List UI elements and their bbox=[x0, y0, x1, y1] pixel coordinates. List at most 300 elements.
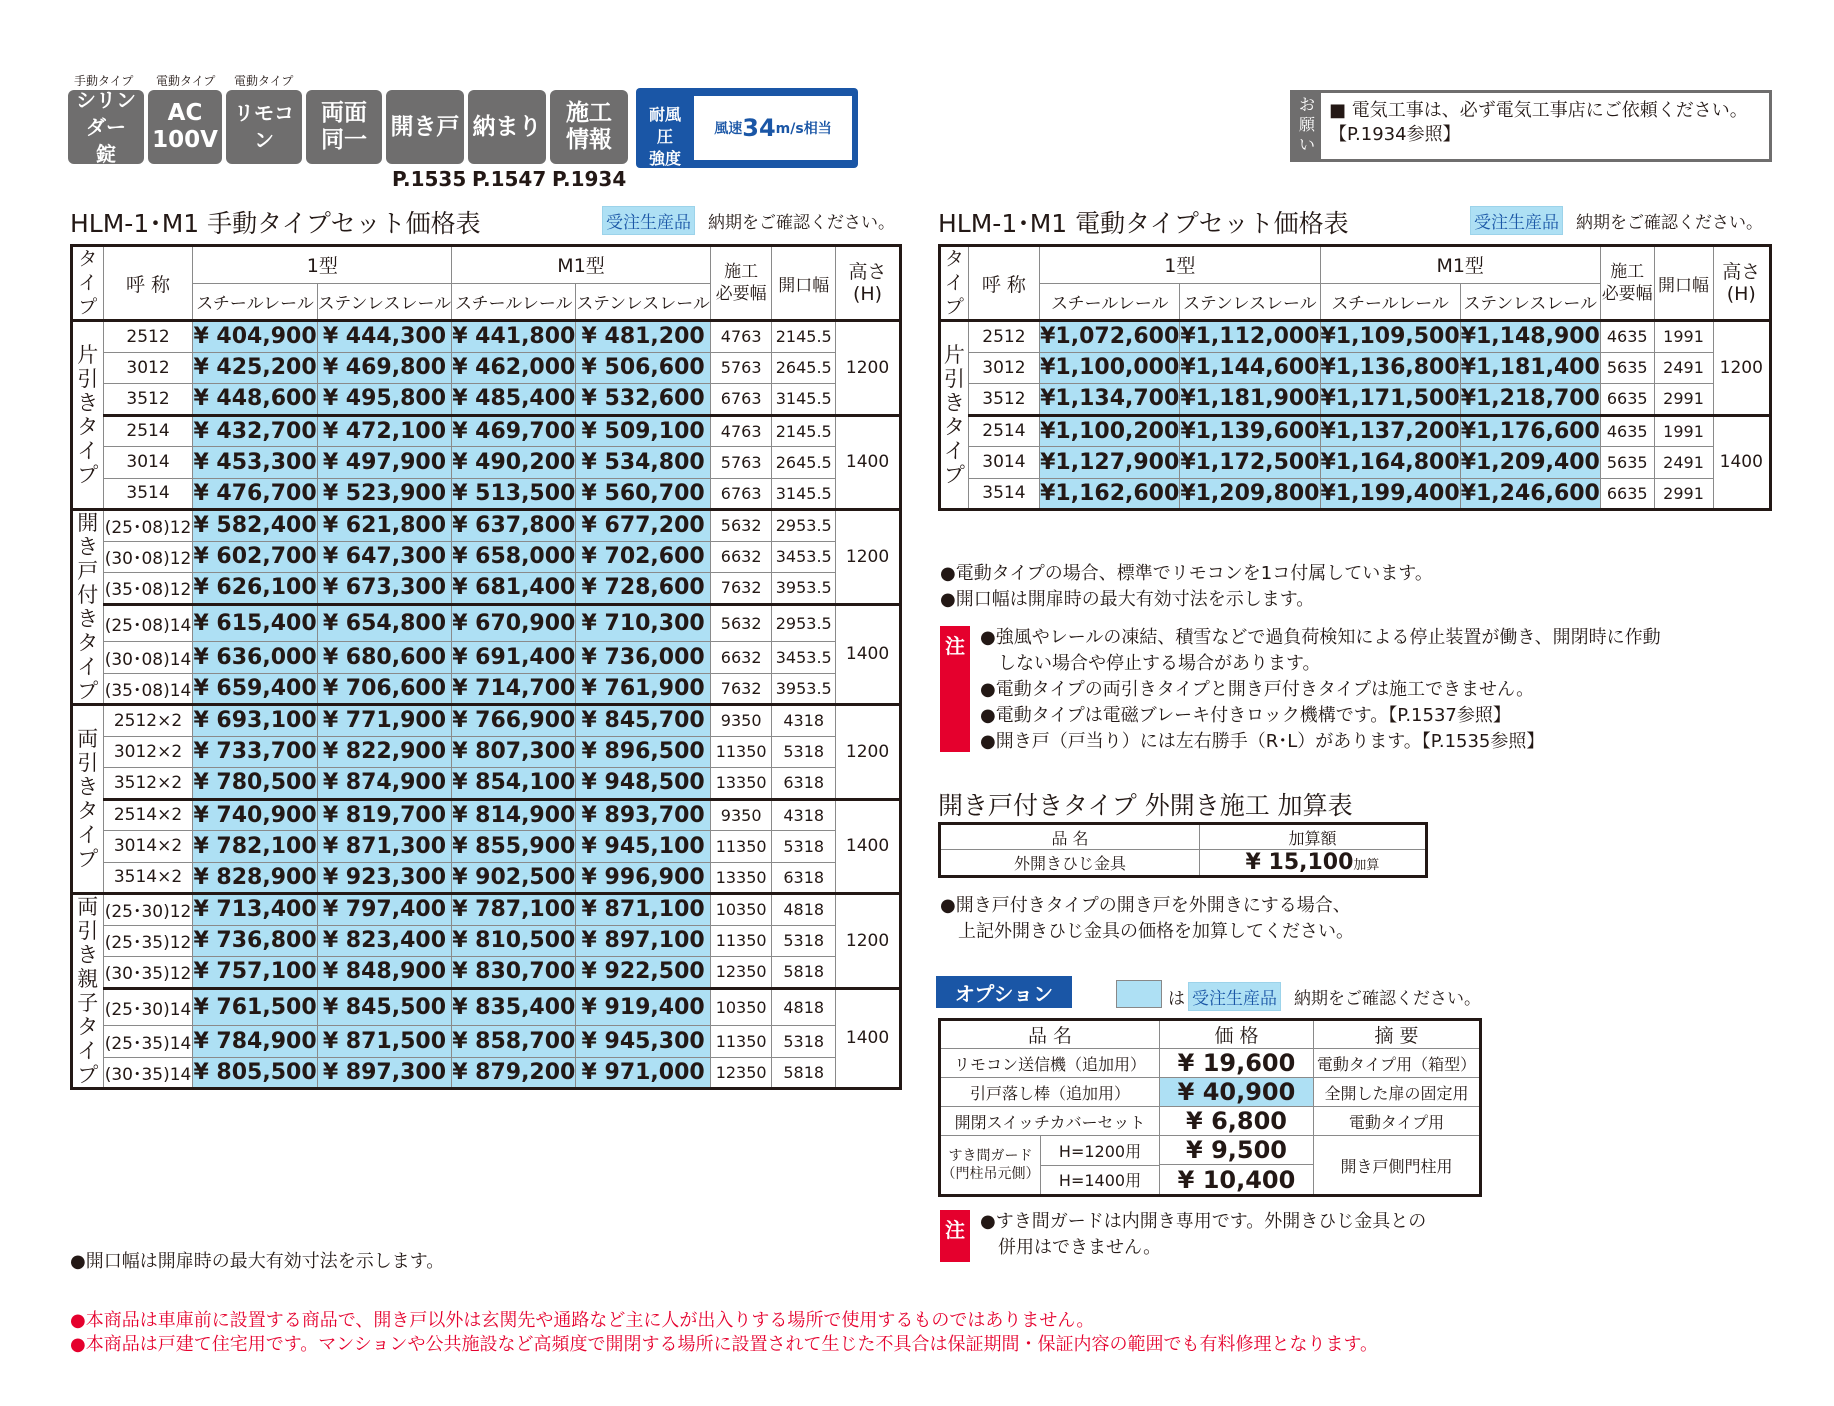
manual-row bbox=[72, 352, 901, 384]
electric-height-cell: 1200 bbox=[1713, 321, 1770, 416]
electric-price-cell: ¥1,139,600 bbox=[1180, 415, 1320, 447]
manual-price-cell: ¥ 922,500 bbox=[576, 957, 711, 989]
manual-price-cell: ¥ 757,100 bbox=[193, 957, 317, 989]
manual-price-cell: ¥ 854,100 bbox=[452, 768, 576, 800]
option-order-note: 納期をご確認ください。 bbox=[1294, 989, 1481, 1009]
manual-price-cell: ¥ 787,100 bbox=[452, 894, 576, 926]
manual-price-cell: ¥ 896,500 bbox=[576, 736, 711, 768]
electric-price-cell: ¥1,162,600 bbox=[1040, 478, 1180, 510]
addon-note-2: 上記外開きひじ金具の価格を加算してください。 bbox=[940, 921, 1354, 942]
electric-price-table bbox=[938, 244, 1772, 511]
manual-price-cell: ¥ 761,500 bbox=[193, 988, 317, 1026]
manual-price-cell: ¥ 780,500 bbox=[193, 768, 317, 800]
manual-opening-cell: 3145.5 bbox=[772, 478, 836, 510]
manual-header-1gata: 1型 bbox=[193, 246, 452, 284]
badge-ac100v: AC 100V bbox=[148, 90, 222, 164]
manual-price-cell: ¥ 444,300 bbox=[317, 321, 452, 353]
manual-width-cell: 5763 bbox=[710, 352, 771, 384]
manual-name-cell: (30･35)14 bbox=[103, 1057, 193, 1089]
manual-row bbox=[72, 799, 901, 831]
manual-price-cell: ¥ 523,900 bbox=[317, 478, 452, 510]
manual-price-cell: ¥ 425,200 bbox=[193, 352, 317, 384]
manual-price-cell: ¥ 897,100 bbox=[576, 925, 711, 957]
manual-width-cell: 6763 bbox=[710, 478, 771, 510]
manual-price-cell: ¥ 691,400 bbox=[452, 642, 576, 674]
option-gap-note: 開き戸側門柱用 bbox=[1314, 1136, 1481, 1196]
manual-type-cell: 両引きタイプ bbox=[72, 705, 104, 894]
electric-name-cell: 3012 bbox=[968, 352, 1039, 384]
electric-opening-cell: 2991 bbox=[1654, 384, 1713, 416]
electric-width-cell: 5635 bbox=[1600, 447, 1654, 479]
electric-header-m1gata-stainless: ステンレスレール bbox=[1460, 283, 1600, 321]
manual-row bbox=[72, 604, 901, 642]
manual-price-cell: ¥ 805,500 bbox=[193, 1057, 317, 1089]
manual-table-title: HLM-1･M1 手動タイプセット価格表 bbox=[70, 209, 481, 238]
electric-header-1gata-stainless: ステンレスレール bbox=[1180, 283, 1320, 321]
manual-height-cell: 1200 bbox=[836, 510, 901, 605]
manual-name-cell: 3012×2 bbox=[103, 736, 193, 768]
manual-width-cell: 13350 bbox=[710, 768, 771, 800]
manual-header-name: 呼 称 bbox=[103, 246, 193, 321]
electric-price-cell: ¥1,181,900 bbox=[1180, 384, 1320, 416]
manual-name-cell: 3512×2 bbox=[103, 768, 193, 800]
manual-price-cell: ¥ 807,300 bbox=[452, 736, 576, 768]
manual-price-cell: ¥ 761,900 bbox=[576, 673, 711, 705]
option-header-note: 摘 要 bbox=[1314, 1020, 1481, 1049]
manual-price-cell: ¥ 784,900 bbox=[193, 1026, 317, 1058]
manual-opening-cell: 4318 bbox=[772, 799, 836, 831]
manual-header-width-need: 施工 必要幅 bbox=[710, 246, 771, 321]
badge-fitting: 納まり bbox=[468, 90, 546, 164]
manual-width-cell: 12350 bbox=[710, 957, 771, 989]
option-note-remote: 電動タイプ用（箱型） bbox=[1314, 1049, 1481, 1078]
manual-opening-cell: 5318 bbox=[772, 831, 836, 863]
electric-row bbox=[940, 415, 1771, 447]
option-price-remote: ¥ 19,600 bbox=[1160, 1049, 1314, 1078]
manual-price-cell: ¥ 874,900 bbox=[317, 768, 452, 800]
manual-opening-cell: 2145.5 bbox=[772, 415, 836, 447]
manual-price-cell: ¥ 948,500 bbox=[576, 768, 711, 800]
manual-price-cell: ¥ 766,900 bbox=[452, 705, 576, 737]
manual-price-cell: ¥ 602,700 bbox=[193, 541, 317, 573]
addon-item-price: ¥ 15,100加算 bbox=[1200, 850, 1427, 877]
manual-width-cell: 4763 bbox=[710, 415, 771, 447]
manual-order-note: 納期をご確認ください。 bbox=[708, 213, 895, 233]
electric-price-cell: ¥1,144,600 bbox=[1180, 352, 1320, 384]
manual-header-opening: 開口幅 bbox=[772, 246, 836, 321]
electric-order-tag: 受注生産品 bbox=[1470, 206, 1563, 235]
manual-price-cell: ¥ 472,100 bbox=[317, 415, 452, 447]
wind-label: 耐風圧 強度 bbox=[648, 105, 681, 168]
electric-opening-cell: 2491 bbox=[1654, 352, 1713, 384]
manual-price-cell: ¥ 637,800 bbox=[452, 510, 576, 542]
manual-price-cell: ¥ 636,000 bbox=[193, 642, 317, 674]
manual-header-m1gata: M1型 bbox=[452, 246, 711, 284]
option-name-switch-cover: 開閉スイッチカバーセット bbox=[940, 1107, 1160, 1136]
manual-price-cell: ¥ 858,700 bbox=[452, 1026, 576, 1058]
request-header: お 願 い bbox=[1293, 93, 1321, 159]
manual-row bbox=[72, 415, 901, 447]
manual-opening-cell: 3145.5 bbox=[772, 384, 836, 416]
caution2-line-2: 併用はできません。 bbox=[980, 1237, 1162, 1258]
manual-opening-cell: 2645.5 bbox=[772, 447, 836, 479]
badge-remote: リモコン bbox=[226, 90, 302, 164]
manual-price-cell: ¥ 647,300 bbox=[317, 541, 452, 573]
manual-width-cell: 10350 bbox=[710, 988, 771, 1026]
manual-width-cell: 11350 bbox=[710, 925, 771, 957]
electric-header-m1gata: M1型 bbox=[1320, 246, 1600, 284]
manual-row bbox=[72, 1026, 901, 1058]
option-legend-is: は bbox=[1168, 989, 1185, 1009]
electric-price-cell: ¥1,164,800 bbox=[1320, 447, 1460, 479]
manual-row bbox=[72, 541, 901, 573]
manual-price-cell: ¥ 822,900 bbox=[317, 736, 452, 768]
manual-opening-cell: 5318 bbox=[772, 1026, 836, 1058]
manual-row bbox=[72, 862, 901, 894]
manual-header-1gata-stainless: ステンレスレール bbox=[317, 283, 452, 321]
manual-name-cell: 2514 bbox=[103, 415, 193, 447]
manual-price-cell: ¥ 476,700 bbox=[193, 478, 317, 510]
manual-width-cell: 7632 bbox=[710, 673, 771, 705]
electric-opening-cell: 1991 bbox=[1654, 321, 1713, 353]
manual-opening-cell: 6318 bbox=[772, 768, 836, 800]
manual-price-cell: ¥ 677,200 bbox=[576, 510, 711, 542]
manual-height-cell: 1200 bbox=[836, 894, 901, 989]
caution-line-3: ●電動タイプの両引きタイプと開き戸付きタイプは施工できません。 bbox=[980, 679, 1535, 700]
manual-height-cell: 1400 bbox=[836, 415, 901, 510]
manual-name-cell: (25･08)14 bbox=[103, 604, 193, 642]
electric-opening-cell: 1991 bbox=[1654, 415, 1713, 447]
manual-price-cell: ¥ 923,300 bbox=[317, 862, 452, 894]
manual-name-cell: 3012 bbox=[103, 352, 193, 384]
manual-name-cell: (30･35)12 bbox=[103, 957, 193, 989]
manual-price-cell: ¥ 506,600 bbox=[576, 352, 711, 384]
electric-note-2: ●開口幅は開扉時の最大有効寸法を示します。 bbox=[940, 589, 1315, 610]
manual-price-cell: ¥ 462,000 bbox=[452, 352, 576, 384]
manual-opening-cell: 4818 bbox=[772, 894, 836, 926]
manual-price-cell: ¥ 490,200 bbox=[452, 447, 576, 479]
page-ref-1934[interactable]: P.1934 bbox=[552, 167, 627, 191]
manual-price-cell: ¥ 893,700 bbox=[576, 799, 711, 831]
option-note-switch-cover: 電動タイプ用 bbox=[1314, 1107, 1481, 1136]
manual-type-cell: 開き戸付きタイプ bbox=[72, 510, 104, 705]
manual-row bbox=[72, 736, 901, 768]
manual-opening-cell: 5318 bbox=[772, 736, 836, 768]
electric-row bbox=[940, 352, 1771, 384]
wind-pressure-badge bbox=[636, 88, 858, 168]
manual-price-cell: ¥ 879,200 bbox=[452, 1057, 576, 1089]
electric-price-cell: ¥1,137,200 bbox=[1320, 415, 1460, 447]
electric-header-1gata: 1型 bbox=[1040, 246, 1320, 284]
manual-price-cell: ¥ 713,400 bbox=[193, 894, 317, 926]
manual-row bbox=[72, 478, 901, 510]
manual-price-cell: ¥ 582,400 bbox=[193, 510, 317, 542]
electric-row bbox=[940, 447, 1771, 479]
manual-name-cell: (30･08)14 bbox=[103, 642, 193, 674]
manual-price-cell: ¥ 871,100 bbox=[576, 894, 711, 926]
manual-width-cell: 10350 bbox=[710, 894, 771, 926]
manual-price-cell: ¥ 771,900 bbox=[317, 705, 452, 737]
manual-price-cell: ¥ 736,800 bbox=[193, 925, 317, 957]
manual-price-cell: ¥ 797,400 bbox=[317, 894, 452, 926]
option-order-tag: 受注生産品 bbox=[1188, 982, 1281, 1011]
manual-row bbox=[72, 768, 901, 800]
electric-price-cell: ¥1,218,700 bbox=[1460, 384, 1600, 416]
page-ref-1535[interactable]: P.1535 bbox=[392, 167, 467, 191]
electric-type-cell: 片引きタイプ bbox=[940, 321, 969, 510]
manual-price-cell: ¥ 828,900 bbox=[193, 862, 317, 894]
option-note-drop-bolt: 全開した扉の固定用 bbox=[1314, 1078, 1481, 1107]
manual-price-cell: ¥ 469,800 bbox=[317, 352, 452, 384]
option-gap-price-1200: ¥ 9,500 bbox=[1160, 1136, 1314, 1165]
electric-order-note: 納期をご確認ください。 bbox=[1576, 213, 1763, 233]
electric-opening-cell: 2991 bbox=[1654, 478, 1713, 510]
manual-name-cell: (30･08)12 bbox=[103, 541, 193, 573]
manual-name-cell: (35･08)12 bbox=[103, 573, 193, 605]
footer-note-1: ●本商品は車庫前に設置する商品で、開き戸以外は玄関先や通路など主に人が出入りする場所で使用するものではありません。 bbox=[70, 1310, 1095, 1331]
manual-price-cell: ¥ 733,700 bbox=[193, 736, 317, 768]
manual-row bbox=[72, 705, 901, 737]
manual-price-cell: ¥ 845,500 bbox=[317, 988, 452, 1026]
electric-table-title: HLM-1･M1 電動タイプセット価格表 bbox=[938, 209, 1349, 238]
manual-price-cell: ¥ 680,600 bbox=[317, 642, 452, 674]
manual-name-cell: (25･35)12 bbox=[103, 925, 193, 957]
electric-header-opening: 開口幅 bbox=[1654, 246, 1713, 321]
electric-price-cell: ¥1,112,000 bbox=[1180, 321, 1320, 353]
manual-width-cell: 4763 bbox=[710, 321, 771, 353]
electric-name-cell: 2514 bbox=[968, 415, 1039, 447]
electric-name-cell: 3014 bbox=[968, 447, 1039, 479]
manual-name-cell: 2514×2 bbox=[103, 799, 193, 831]
manual-opening-cell: 2145.5 bbox=[772, 321, 836, 353]
manual-price-cell: ¥ 481,200 bbox=[576, 321, 711, 353]
electric-width-cell: 5635 bbox=[1600, 352, 1654, 384]
manual-price-cell: ¥ 871,500 bbox=[317, 1026, 452, 1058]
manual-price-cell: ¥ 673,300 bbox=[317, 573, 452, 605]
manual-opening-cell: 5818 bbox=[772, 1057, 836, 1089]
manual-opening-cell: 3953.5 bbox=[772, 573, 836, 605]
electric-row bbox=[940, 321, 1771, 353]
addon-header-name: 品 名 bbox=[940, 824, 1200, 850]
option-header-name: 品 名 bbox=[940, 1020, 1160, 1049]
page-ref-1547[interactable]: P.1547 bbox=[472, 167, 547, 191]
manual-header-height: 高さ (H) bbox=[836, 246, 901, 321]
manual-price-cell: ¥ 736,000 bbox=[576, 642, 711, 674]
manual-price-cell: ¥ 871,300 bbox=[317, 831, 452, 863]
electric-name-cell: 3514 bbox=[968, 478, 1039, 510]
manual-price-cell: ¥ 485,400 bbox=[452, 384, 576, 416]
electric-width-cell: 6635 bbox=[1600, 384, 1654, 416]
manual-header-1gata-steel: スチールレール bbox=[193, 283, 317, 321]
manual-price-cell: ¥ 681,400 bbox=[452, 573, 576, 605]
manual-price-cell: ¥ 819,700 bbox=[317, 799, 452, 831]
manual-width-cell: 11350 bbox=[710, 1026, 771, 1058]
manual-opening-cell: 3953.5 bbox=[772, 673, 836, 705]
manual-width-cell: 7632 bbox=[710, 573, 771, 605]
footer-note-2: ●本商品は戸建て住宅用です。マンションや公共施設など高頻度で開閉する場所に設置されて生じた不具合は保証期間・保証内容の範囲でも有料修理となります。 bbox=[70, 1334, 1379, 1355]
manual-price-cell: ¥ 996,900 bbox=[576, 862, 711, 894]
manual-row bbox=[72, 1057, 901, 1089]
manual-width-cell: 9350 bbox=[710, 705, 771, 737]
manual-price-cell: ¥ 469,700 bbox=[452, 415, 576, 447]
manual-opening-cell: 2645.5 bbox=[772, 352, 836, 384]
electric-name-cell: 3512 bbox=[968, 384, 1039, 416]
badge-caption-1: 手動タイプ bbox=[74, 74, 134, 88]
electric-price-cell: ¥1,176,600 bbox=[1460, 415, 1600, 447]
electric-header-height: 高さ (H) bbox=[1713, 246, 1770, 321]
manual-name-cell: 3014×2 bbox=[103, 831, 193, 863]
manual-name-cell: (25･35)14 bbox=[103, 1026, 193, 1058]
electric-price-cell: ¥1,100,200 bbox=[1040, 415, 1180, 447]
option-name-remote: リモコン送信機（追加用） bbox=[940, 1049, 1160, 1078]
electric-price-cell: ¥1,246,600 bbox=[1460, 478, 1600, 510]
manual-price-cell: ¥ 702,600 bbox=[576, 541, 711, 573]
electric-header-type: タイプ bbox=[940, 246, 969, 321]
electric-price-cell: ¥1,171,500 bbox=[1320, 384, 1460, 416]
manual-row bbox=[72, 642, 901, 674]
manual-price-cell: ¥ 710,300 bbox=[576, 604, 711, 642]
manual-price-cell: ¥ 659,400 bbox=[193, 673, 317, 705]
manual-price-cell: ¥ 560,700 bbox=[576, 478, 711, 510]
electric-price-cell: ¥1,100,000 bbox=[1040, 352, 1180, 384]
manual-price-cell: ¥ 658,000 bbox=[452, 541, 576, 573]
electric-opening-cell: 2491 bbox=[1654, 447, 1713, 479]
manual-row bbox=[72, 447, 901, 479]
badge-cylinder-lock: シリンダー 錠 bbox=[68, 90, 144, 164]
manual-name-cell: 3512 bbox=[103, 384, 193, 416]
manual-header-type: タイプ bbox=[72, 246, 104, 321]
manual-row bbox=[72, 831, 901, 863]
manual-header-m1gata-steel: スチールレール bbox=[452, 283, 576, 321]
option-table bbox=[938, 1018, 1482, 1197]
caution2-line-1: ●すき間ガードは内開き専用です。外開きひじ金具との bbox=[980, 1211, 1427, 1232]
electric-width-cell: 4635 bbox=[1600, 415, 1654, 447]
badge-swing-door: 開き戸 bbox=[386, 90, 464, 164]
manual-price-cell: ¥ 670,900 bbox=[452, 604, 576, 642]
badge-construction-info: 施工 情報 bbox=[550, 90, 628, 164]
manual-height-cell: 1400 bbox=[836, 799, 901, 894]
manual-price-cell: ¥ 835,400 bbox=[452, 988, 576, 1026]
electric-width-cell: 6635 bbox=[1600, 478, 1654, 510]
option-price-switch-cover: ¥ 6,800 bbox=[1160, 1107, 1314, 1136]
manual-height-cell: 1200 bbox=[836, 321, 901, 416]
manual-width-cell: 11350 bbox=[710, 736, 771, 768]
manual-price-cell: ¥ 534,800 bbox=[576, 447, 711, 479]
manual-price-cell: ¥ 441,800 bbox=[452, 321, 576, 353]
manual-row bbox=[72, 510, 901, 542]
manual-row bbox=[72, 673, 901, 705]
addon-note-1: ●開き戸付きタイプの開き戸を外開きにする場合、 bbox=[940, 895, 1351, 916]
manual-price-cell: ¥ 782,100 bbox=[193, 831, 317, 863]
option-price-drop-bolt: ¥ 40,900 bbox=[1160, 1078, 1314, 1107]
manual-opening-cell: 6318 bbox=[772, 862, 836, 894]
manual-price-cell: ¥ 509,100 bbox=[576, 415, 711, 447]
manual-row bbox=[72, 894, 901, 926]
manual-price-cell: ¥ 740,900 bbox=[193, 799, 317, 831]
manual-height-cell: 1400 bbox=[836, 604, 901, 705]
electric-price-cell: ¥1,134,700 bbox=[1040, 384, 1180, 416]
manual-name-cell: 3514 bbox=[103, 478, 193, 510]
manual-type-cell: 両引き親子タイプ bbox=[72, 894, 104, 1089]
manual-opening-cell: 5818 bbox=[772, 957, 836, 989]
manual-name-cell: 3014 bbox=[103, 447, 193, 479]
option-heading: オプション bbox=[936, 976, 1072, 1008]
manual-height-cell: 1400 bbox=[836, 988, 901, 1089]
option-gap-guard-name: すき間ガード （門柱吊元側） bbox=[941, 1136, 1041, 1194]
manual-price-cell: ¥ 855,900 bbox=[452, 831, 576, 863]
manual-price-cell: ¥ 823,400 bbox=[317, 925, 452, 957]
manual-name-cell: (25･30)12 bbox=[103, 894, 193, 926]
manual-name-cell: 2512×2 bbox=[103, 705, 193, 737]
manual-price-cell: ¥ 693,100 bbox=[193, 705, 317, 737]
option-gap-h1200: H=1200用 bbox=[1041, 1136, 1159, 1166]
manual-price-cell: ¥ 945,100 bbox=[576, 831, 711, 863]
manual-price-cell: ¥ 945,300 bbox=[576, 1026, 711, 1058]
manual-price-cell: ¥ 621,800 bbox=[317, 510, 452, 542]
manual-row bbox=[72, 988, 901, 1026]
manual-width-cell: 5632 bbox=[710, 604, 771, 642]
manual-price-cell: ¥ 654,800 bbox=[317, 604, 452, 642]
electric-name-cell: 2512 bbox=[968, 321, 1039, 353]
electric-price-cell: ¥1,072,600 bbox=[1040, 321, 1180, 353]
caution-line-5: ●開き戸（戸当り）には左右勝手（R･L）があります。【P.1535参照】 bbox=[980, 731, 1545, 752]
manual-name-cell: (35･08)14 bbox=[103, 673, 193, 705]
electric-header-name: 呼 称 bbox=[968, 246, 1039, 321]
manual-row bbox=[72, 384, 901, 416]
manual-name-cell: 2512 bbox=[103, 321, 193, 353]
manual-price-cell: ¥ 513,500 bbox=[452, 478, 576, 510]
manual-row bbox=[72, 321, 901, 353]
manual-price-cell: ¥ 626,100 bbox=[193, 573, 317, 605]
manual-price-cell: ¥ 897,300 bbox=[317, 1057, 452, 1089]
electric-price-cell: ¥1,172,500 bbox=[1180, 447, 1320, 479]
electric-width-cell: 4635 bbox=[1600, 321, 1654, 353]
manual-price-cell: ¥ 971,000 bbox=[576, 1057, 711, 1089]
manual-name-cell: (25･08)12 bbox=[103, 510, 193, 542]
electric-price-cell: ¥1,109,500 bbox=[1320, 321, 1460, 353]
manual-row bbox=[72, 573, 901, 605]
electric-header-1gata-steel: スチールレール bbox=[1040, 283, 1180, 321]
manual-price-cell: ¥ 432,700 bbox=[193, 415, 317, 447]
manual-width-cell: 12350 bbox=[710, 1057, 771, 1089]
manual-price-cell: ¥ 615,400 bbox=[193, 604, 317, 642]
manual-opening-cell: 3453.5 bbox=[772, 541, 836, 573]
addon-title: 開き戸付きタイプ 外開き施工 加算表 bbox=[938, 791, 1353, 820]
manual-price-cell: ¥ 728,600 bbox=[576, 573, 711, 605]
caution-line-4: ●電動タイプは電磁ブレーキ付きロック機構です。【P.1537参照】 bbox=[980, 705, 1511, 726]
manual-header-m1gata-stainless: ステンレスレール bbox=[576, 283, 711, 321]
request-box bbox=[1290, 90, 1772, 162]
electric-header-m1gata-steel: スチールレール bbox=[1320, 283, 1460, 321]
manual-order-tag: 受注生産品 bbox=[602, 206, 695, 235]
manual-opening-cell: 2953.5 bbox=[772, 604, 836, 642]
manual-price-cell: ¥ 902,500 bbox=[452, 862, 576, 894]
electric-header-width-need: 施工 必要幅 bbox=[1600, 246, 1654, 321]
manual-price-table bbox=[70, 244, 902, 1090]
electric-price-cell: ¥1,209,400 bbox=[1460, 447, 1600, 479]
manual-price-cell: ¥ 453,300 bbox=[193, 447, 317, 479]
manual-row bbox=[72, 957, 901, 989]
addon-table bbox=[938, 822, 1428, 878]
manual-price-cell: ¥ 532,600 bbox=[576, 384, 711, 416]
caution-line-2: しない場合や停止する場合があります。 bbox=[980, 653, 1321, 674]
manual-row bbox=[72, 925, 901, 957]
manual-price-cell: ¥ 495,800 bbox=[317, 384, 452, 416]
electric-height-cell: 1400 bbox=[1713, 415, 1770, 510]
electric-row bbox=[940, 384, 1771, 416]
badge-double-sided: 両面 同一 bbox=[306, 90, 382, 164]
electric-price-cell: ¥1,199,400 bbox=[1320, 478, 1460, 510]
